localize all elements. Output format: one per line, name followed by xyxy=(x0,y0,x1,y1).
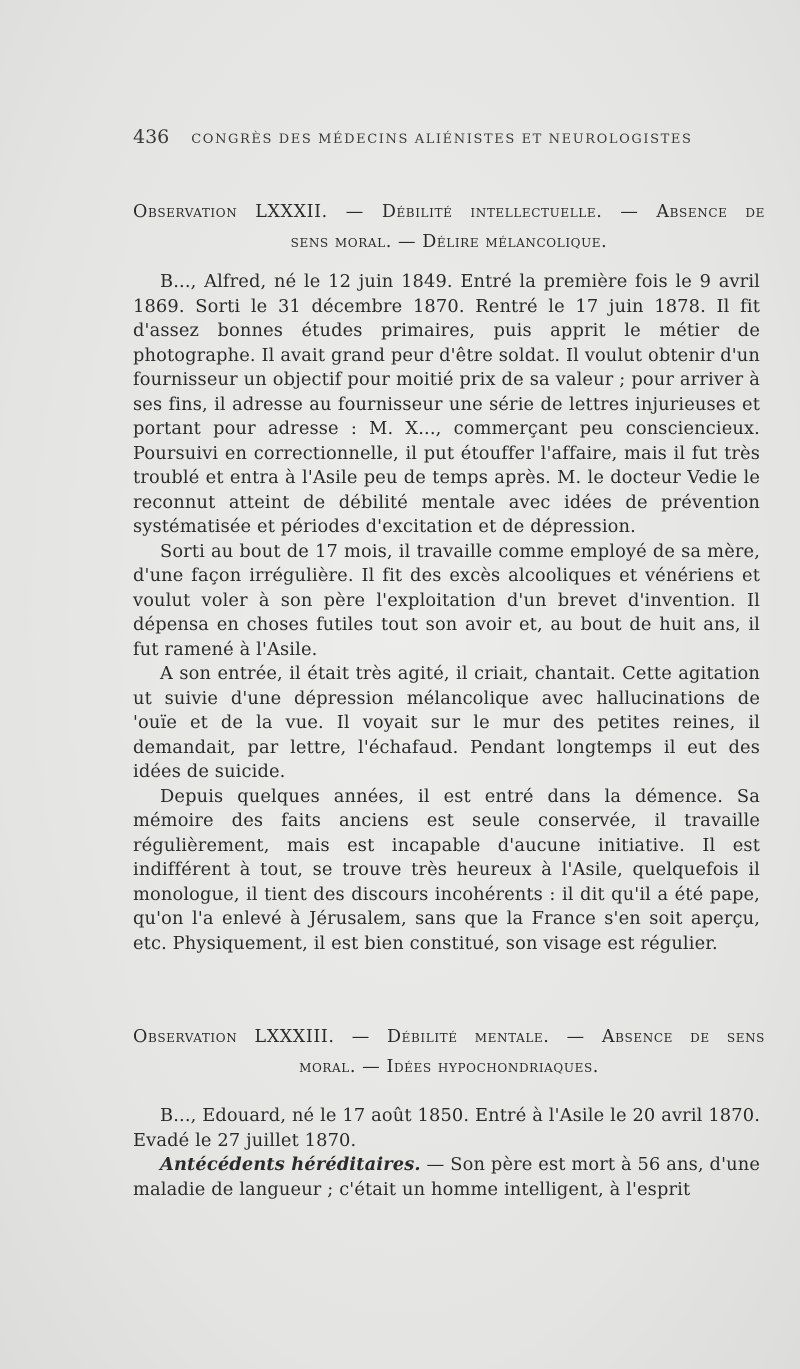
running-header xyxy=(133,126,773,148)
observation-83-title xyxy=(133,1022,765,1082)
observation-82-title xyxy=(133,197,765,257)
paragraph: A son entrée, il était très agité, il criait, chantait. Cette agitation ut suivie d'une dépression mélancolique avec hallucinations de 'ouïe et de la vue. Il voyait sur le mur des petites reines, il demandait, par lettre, l'échafaud. Pendant longtemps il eut des idées de suicide. xyxy=(133,663,760,782)
antecedents-text: — Son père est mort à 56 ans, d'une maladie de langueur ; c'était un homme intelligent, à l'esprit xyxy=(133,1154,760,1200)
paragraph xyxy=(133,1153,760,1202)
page-number: 436 xyxy=(133,126,170,148)
antecedents-heading: Antécédents héréditaires. xyxy=(160,1154,421,1175)
observation-82-title-line2: sens moral. — Délire mélancolique. xyxy=(290,232,608,252)
paragraph: B..., Edouard, né le 17 août 1850. Entré à l'Asile le 20 avril 1870. Evadé le 27 juillet 1870. xyxy=(133,1105,760,1151)
observation-83-title-line2: moral. — Idées hypochondriaques. xyxy=(299,1057,599,1077)
paragraph: B..., Alfred, né le 12 juin 1849. Entré la première fois le 9 avril 1869. Sorti le 31 décembre 1870. Rentré le 17 juin 1878. Il fit d'assez bonnes études primaires, puis apprit le métier de photographe. Il avait grand peur d'être soldat. Il voulut obtenir d'un fournisseur un objectif pour moitié prix de sa valeur ; pour arriver à ses fins, il adresse au fournisseur une série de lettres injurieuses et portant pour adresse : M. X..., commerçant peu consciencieux. Poursuivi en correctionnelle, il put étouffer l'affaire, mais il fut très troublé et entra à l'Asile peu de temps après. M. le docteur Vedie le reconnut atteint de débilité mentale avec idées de prévention systématisée et périodes d'excitation et de dépression. xyxy=(133,271,760,537)
observation-83-title-line1: Observation LXXXIII. — Débilité mentale. — Absence de sens xyxy=(133,1027,765,1047)
observation-82-body xyxy=(133,270,760,956)
paragraph: Depuis quelques années, il est entré dans la démence. Sa mémoire des faits anciens est seule conservée, il travaille régulièrement, mais est incapable d'aucune initiative. Il est indifférent à tout, se trouve très heureux à l'Asile, quelquefois il monologue, il tient des discours incohérents : il dit qu'il a été pape, qu'on l'a enlevé à Jérusalem, sans que la France s'en soit aperçu, etc. Physiquement, il est bien constitué, son visage est régulier. xyxy=(133,785,760,954)
paragraph: Sorti au bout de 17 mois, il travaille comme employé de sa mère, d'une façon irrégulière. Il fit des excès alcooliques et vénériens et voulut voler à son père l'exploitation d'un brevet d'invention. Il dépensa en choses futiles tout son avoir et, au bout de huit ans, il fut ramené à l'Asile. xyxy=(133,540,760,660)
observation-82-title-line1: Observation LXXXII. — Débilité intellectuelle. — Absence de xyxy=(133,202,765,222)
running-title: CONGRÈS DES MÉDECINS ALIÉNISTES ET NEUROLOGISTES xyxy=(191,132,693,147)
observation-83-body xyxy=(133,1104,760,1202)
